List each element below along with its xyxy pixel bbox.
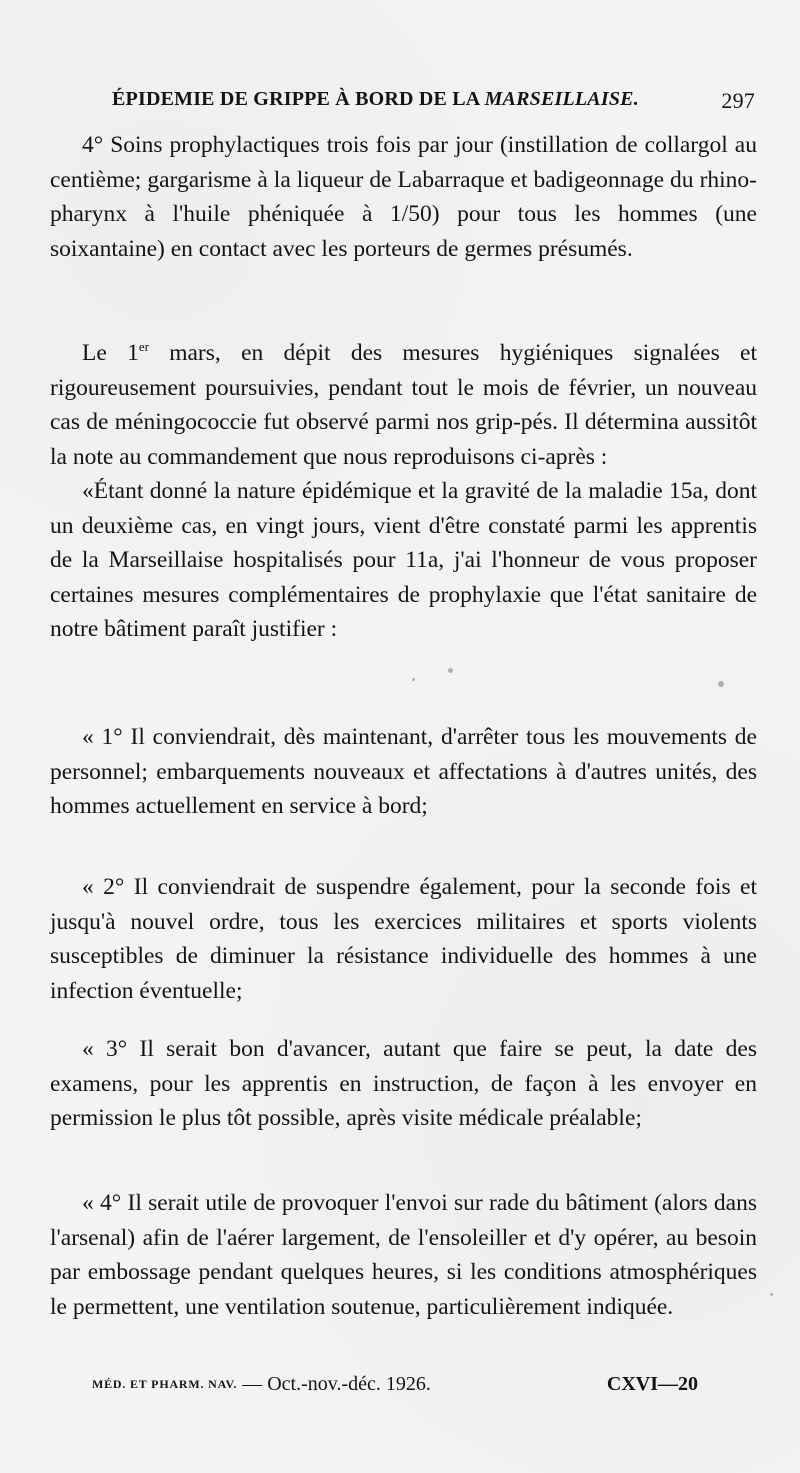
paragraph-prophylactic-care (50, 128, 757, 266)
paragraph-text (50, 336, 757, 474)
running-title-italic: MARSEILLAISE. (484, 88, 639, 110)
journal-abbreviation: MÉD. ET PHARM. NAV. (92, 1377, 238, 1391)
running-header (112, 88, 757, 116)
measure-item-1 (50, 720, 757, 824)
journal-citation (92, 1373, 431, 1396)
signature-mark: CXVI—20 (606, 1373, 698, 1395)
paragraph-start: Le 1 (82, 340, 139, 366)
quoted-note: «Étant donné la nature épidémique et la gravité de la maladie 15a, dont un deuxième cas, en vingt jours, vient d'être constaté parmi les apprentis de la Marseillaise hospitalisés pour 11a, j'ai l'honneur de vous proposer certaines mesures complémentaires de prophylaxie que l'état sanitaire de notre bâtiment paraît justifier : (50, 478, 757, 642)
measure-text: « 2° Il conviendrait de suspendre également, pour la seconde fois et jusqu'à nouvel ordre, tous les exercices militaires et sports violents susceptibles de diminuer la résistance individuelle des hommes à une infection éventuelle; (50, 874, 757, 1004)
page-number: 297 (721, 88, 755, 113)
measure-item-2 (50, 870, 757, 1008)
running-title-text: ÉPIDEMIE DE GRIPPE À BORD DE LA (112, 88, 485, 110)
paragraph-continuation: mars, en dépit des mesures hygiéniques signalées et rigoureusement poursuivies, pendant tout le mois de février, un nouveau cas de méningococcie fut observé parmi nos grip-pés. Il détermina aussitôt la note au commandement que nous reproduisons ci-après : (50, 340, 757, 470)
print-speck (412, 678, 415, 681)
measure-text: « 1° Il conviendrait, dès maintenant, d'arrêter tous les mouvements de personnel; embarquements nouveaux et affectations à d'autres unités, des hommes actuellement en service à bord; (50, 724, 757, 819)
citation-separator: — (237, 1373, 268, 1395)
paragraph-text: 4° Soins prophylactiques trois fois par jour (instillation de collargol au centième; gargarisme à la liqueur de Labarraque et badigeonnage du rhino-pharynx à l'huile phéniquée à 1/50) pour tous les hommes (une soixantaine) en contact avec les porteurs de germes présumés. (50, 132, 757, 262)
print-speck (448, 668, 453, 673)
superscript-er: er (138, 339, 149, 355)
paragraph-new-case (50, 336, 757, 647)
measure-item-3 (50, 1032, 757, 1136)
measure-text: « 4° Il serait utile de provoquer l'envoi sur rade du bâtiment (alors dans l'arsenal) afin de l'aérer largement, de l'ensoleiller et d'y opérer, au besoin par embossage pendant quelques heures, si les conditions atmosphériques le permettent, une ventilation soutenue, particulièrement indiquée. (50, 1190, 757, 1320)
issue-date: Oct.-nov.-déc. 1926. (267, 1373, 431, 1395)
page-footer (78, 1373, 698, 1403)
running-title (112, 88, 639, 111)
print-speck (718, 681, 724, 687)
print-speck (770, 1293, 773, 1296)
measure-item-4 (50, 1186, 757, 1324)
measure-text: « 3° Il serait bon d'avancer, autant que faire se peut, la date des examens, pour les apprentis en instruction, de façon à les envoyer en permission le plus tôt possible, après visite médicale préalable; (50, 1036, 757, 1131)
